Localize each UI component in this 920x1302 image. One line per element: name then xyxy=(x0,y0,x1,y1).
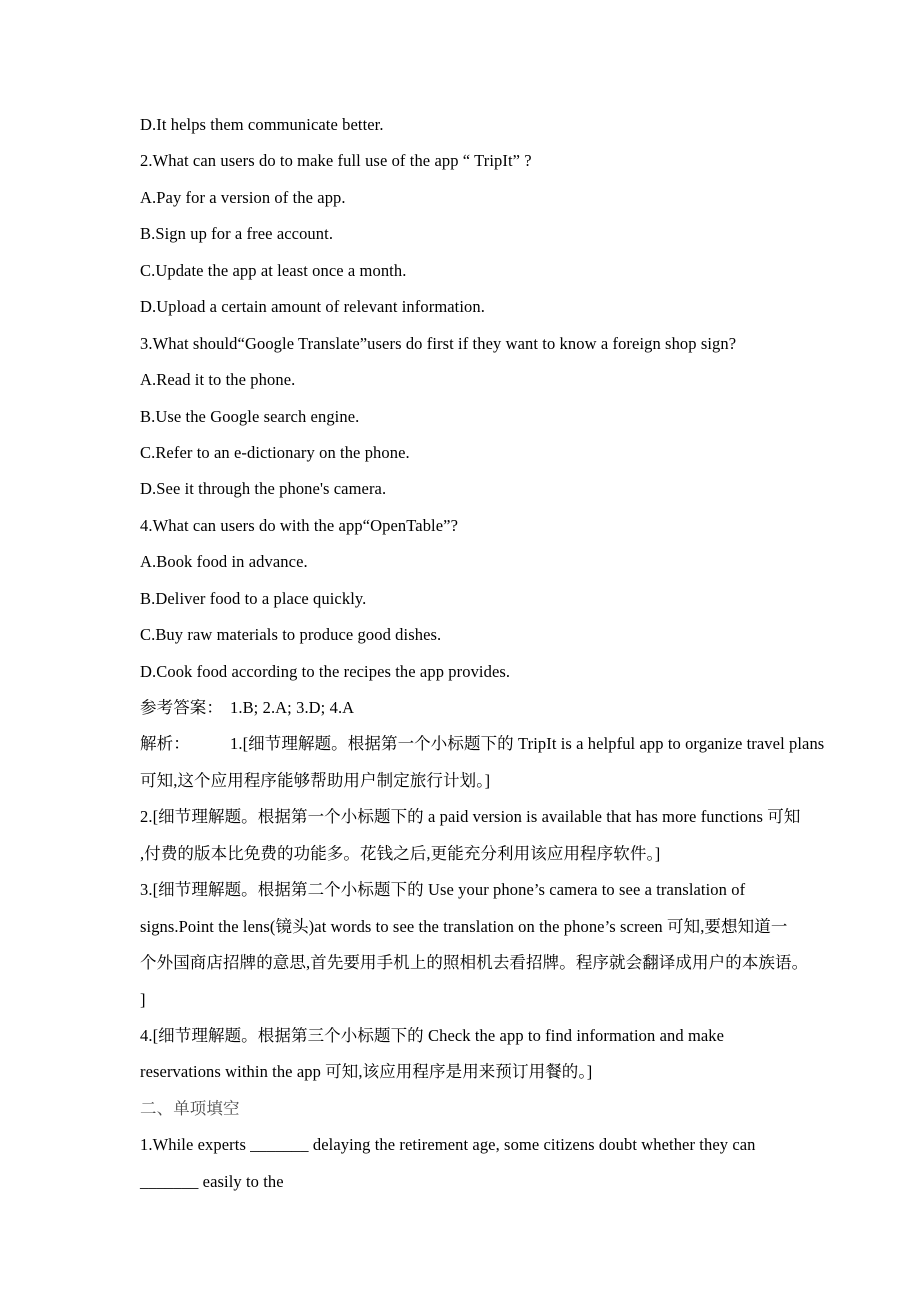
text-line: B.Deliver food to a place quickly. xyxy=(140,588,367,608)
text-line: 二、单项填空 xyxy=(140,1098,240,1118)
text-line: D.See it through the phone's camera. xyxy=(140,479,387,499)
text-line: B.Sign up for a free account. xyxy=(140,224,334,244)
text-line: _______ easily to the xyxy=(140,1171,284,1191)
text-line: 4.[细节理解题。根据第三个小标题下的 Check the app to find information and make xyxy=(140,1025,725,1045)
labeled-text-line xyxy=(140,726,825,762)
text-line: 3.What should“Google Translate”users do first if they want to know a foreign shop sign? xyxy=(140,333,737,353)
text-line: A.Book food in advance. xyxy=(140,552,308,572)
text-line: D.It helps them communicate better. xyxy=(140,115,384,134)
text-line: D.Upload a certain amount of relevant information. xyxy=(140,297,485,317)
text-line: B.Use the Google search engine. xyxy=(140,406,360,426)
text-line: A.Read it to the phone. xyxy=(140,370,296,390)
text-line: 1.While experts _______ delaying the retirement age, some citizens doubt whether they can xyxy=(140,1135,756,1155)
line-text: 1.[细节理解题。根据第一个小标题下的 TripIt is a helpful app to organize travel plans xyxy=(230,734,825,754)
text-line: D.Cook food according to the recipes the app provides. xyxy=(140,661,511,681)
text-line: C.Update the app at least once a month. xyxy=(140,260,407,280)
text-line: signs.Point the lens(镜头)at words to see the translation on the phone’s screen 可知,要想知道一 xyxy=(140,916,788,936)
line-text: 1.B; 2.A; 3.D; 4.A xyxy=(230,698,355,717)
text-line: 2.What can users do to make full use of the app “ TripIt” ? xyxy=(140,151,532,171)
text-line: 3.[细节理解题。根据第二个小标题下的 Use your phone’s camera to see a translation of xyxy=(140,880,746,900)
text-line: ,付费的版本比免费的功能多。花钱之后,更能充分利用该应用程序软件。] xyxy=(140,843,661,863)
text-line: C.Refer to an e-dictionary on the phone. xyxy=(140,442,410,462)
text-line: 4.What can users do with the app“OpenTable”? xyxy=(140,515,458,535)
text-line: reservations within the app 可知,该应用程序是用来预订用餐的。] xyxy=(140,1062,593,1082)
line-label: 参考答案： xyxy=(140,698,223,717)
text-line: 2.[细节理解题。根据第一个小标题下的 a paid version is available that has more functions 可知 xyxy=(140,807,801,827)
text-line: 个外国商店招牌的意思,首先要用手机上的照相机去看招牌。程序就会翻译成用户的本族语。 xyxy=(140,953,809,973)
text-line: A.Pay for a version of the app. xyxy=(140,187,346,207)
text-line: ] xyxy=(140,989,146,1009)
text-line: C.Buy raw materials to produce good dishes. xyxy=(140,625,442,645)
text-line: 可知,这个应用程序能够帮助用户制定旅行计划。] xyxy=(140,770,491,790)
labeled-text-line xyxy=(140,690,800,726)
document-text xyxy=(140,107,825,1200)
line-label: 解析： xyxy=(140,734,190,754)
